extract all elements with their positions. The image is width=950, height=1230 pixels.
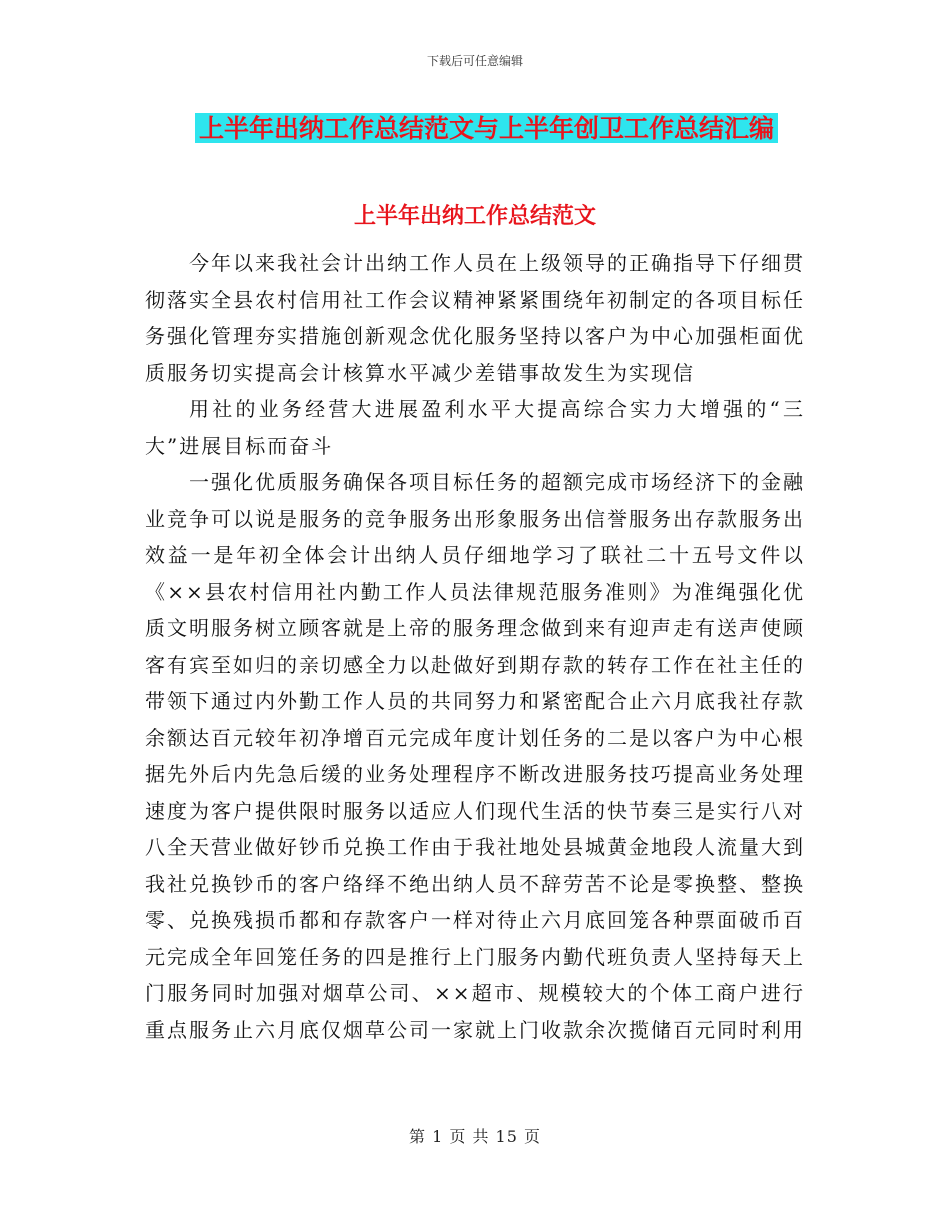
document-title: 上半年出纳工作总结范文与上半年创卫工作总结汇编: [195, 113, 778, 143]
section-title: 上半年出纳工作总结范文: [353, 204, 596, 229]
page-footer: 第 1 页 共 15 页: [409, 1127, 541, 1146]
paragraph-1: 今年以来我社会计出纳工作人员在上级领导的正确指导下仔细贯彻落实全县农村信用社工作会议精神紧紧围绕年初制定的各项目标任务强化管理夯实措施创新观念优化服务坚持以客户为中心加强柜面优质服务切实提高会计核算水平减少差错事故发生为实现信: [145, 251, 805, 385]
header-note: 下载后可任意编辑: [426, 54, 523, 68]
paragraph-2: 用社的业务经营大进展盈利水平大提高综合实力大增强的“三大”进展目标而奋斗: [145, 397, 805, 458]
paragraph-3: 一强化优质服务确保各项目标任务的超额完成市场经济下的金融业竞争可以说是服务的竞争服务出形象服务出信誉服务出存款服务出效益一是年初全体会计出纳人员仔细地学习了联社二十五号文件以《××县农村信用社内勤工作人员法律规范服务准则》为准绳强化优质文明服务树立顾客就是上帝的服务理念做到来有迎声走有送声使顾客有宾至如归的亲切感全力以赴做好到期存款的转存工作在社主任的带领下通过内外勤工作人员的共同努力和紧密配合止六月底我社存款余额达百元较年初净增百元完成年度计划任务的二是以客户为中心根据先外后内先急后缓的业务处理程序不断改进服务技巧提高业务处理速度为客户提供限时服务以适应人们现代生活的快节奏三是实行八对八全天营业做好钞币兑换工作由于我社地处县城黄金地段人流量大到我社兑换钞币的客户络绎不绝出纳人员不辞劳苦不论是零换整、整换零、兑换残损币都和存款客户一样对待止六月底回笼各种票面破币百元完成全年回笼任务的四是推行上门服务内勤代班负责人坚持每天上门服务同时加强对烟草公司、××超市、规模较大的个体工商户进行重点服务止六月底仅烟草公司一家就上门收款余次揽储百元同时利用: [145, 470, 805, 1042]
body-text: [145, 245, 805, 1048]
